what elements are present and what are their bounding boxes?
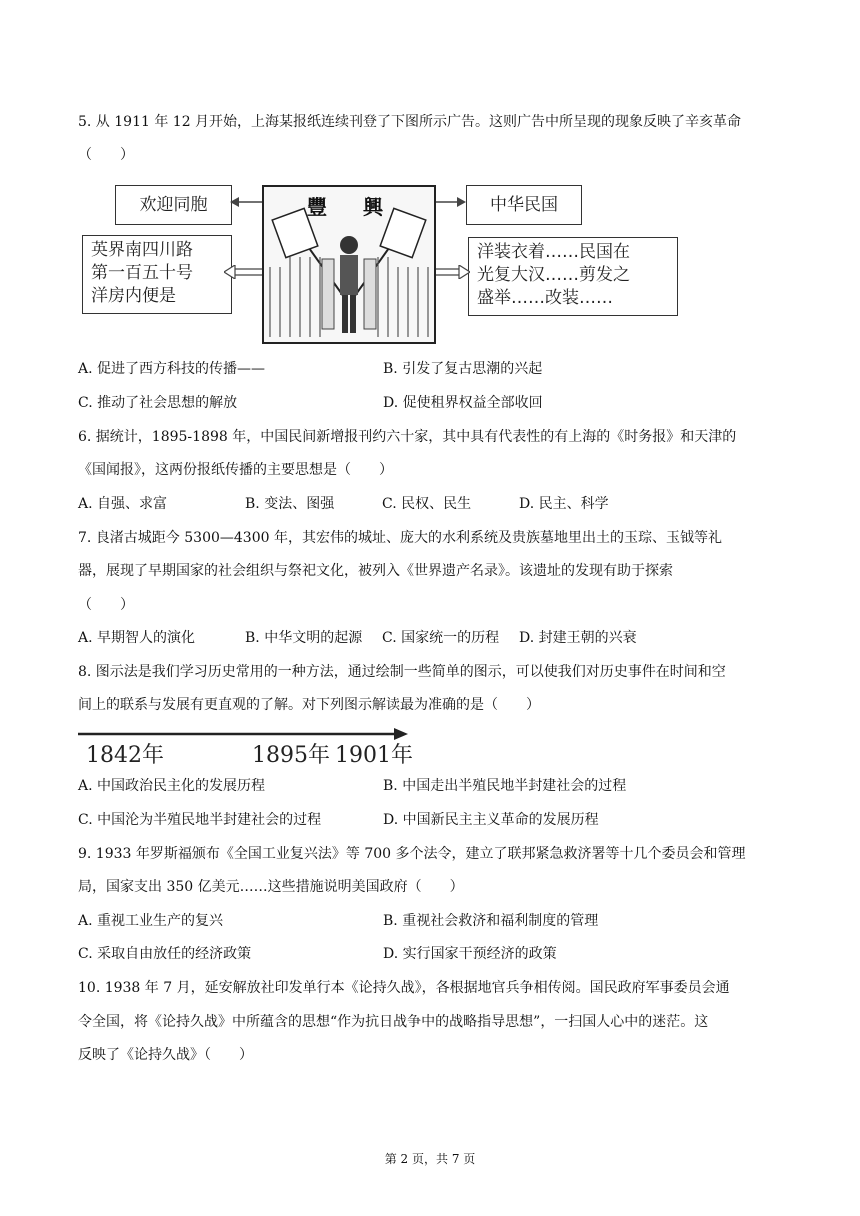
q7-stem-line2: 器，展现了早期国家的社会组织与祭祀文化，被列入《世界遗产名录》。该遗址的发现有助于探索 <box>78 563 673 579</box>
q8-option-d[interactable]: D. 中国新民主主义革命的发展历程 <box>383 812 599 828</box>
poster-title: 豐 興 <box>307 195 391 219</box>
q5-stem-line2: （ ） <box>78 147 134 163</box>
page-footer: 第 2 页，共 7 页 <box>384 1152 476 1166</box>
figure-box-address <box>82 235 232 314</box>
arrow-right-top-icon <box>432 196 466 208</box>
q7-stem-line1: 7. 良渚古城距今 5300—4300 年，其宏伟的城址、庞大的水利系统及贵族墓地里出土的玉琮、玉钺等礼 <box>78 530 722 546</box>
q9-stem-line2: 局，国家支出 350 亿美元……这些措施说明美国政府（ ） <box>78 879 464 895</box>
figure-box-address-line: 第一百五十号 <box>91 263 193 283</box>
timeline-label: 1842年 <box>86 743 164 768</box>
q9-stem-line1: 9. 1933 年罗斯福颁布《全国工业复兴法》等 700 多个法令，建立了联邦紧急救济署等十几个委员会和管理 <box>78 846 746 862</box>
q5-option-d[interactable]: D. 促使租界权益全部收回 <box>383 395 543 411</box>
q8-option-a[interactable]: A. 中国政治民主化的发展历程 <box>78 778 266 794</box>
q5-option-a[interactable]: A. 促进了西方科技的传播—— <box>78 361 266 377</box>
q6-option-d[interactable]: D. 民主、科学 <box>519 496 609 512</box>
q7-option-b[interactable]: B. 中华文明的起源 <box>245 630 363 646</box>
q6-stem-line1: 6. 据统计，1895-1898 年，中国民间新增报刊约六十家，其中具有代表性的有上海的《时务报》和天津的 <box>78 429 737 445</box>
q9-option-b[interactable]: B. 重视社会救济和福利制度的管理 <box>383 913 599 929</box>
q6-option-c[interactable]: C. 民权、民生 <box>382 496 472 512</box>
figure-box-clothing-line: 洋装衣着……民国在 <box>477 242 630 262</box>
q5-option-c[interactable]: C. 推动了社会思想的解放 <box>78 395 238 411</box>
figure-box-republic-text: 中华民国 <box>490 195 558 215</box>
q6-stem-line2: 《国闻报》，这两份报纸传播的主要思想是（ ） <box>78 462 393 478</box>
q6-option-b[interactable]: B. 变法、图强 <box>245 496 335 512</box>
q8-stem-line1: 8. 图示法是我们学习历史常用的一种方法，通过绘制一些简单的图示，可以使我们对历史事件在时间和空 <box>78 664 726 680</box>
figure-box-address-line: 洋房内便是 <box>91 286 176 306</box>
q7-stem-line3: （ ） <box>78 597 134 613</box>
q7-option-c[interactable]: C. 国家统一的历程 <box>382 630 500 646</box>
q5-option-b[interactable]: B. 引发了复古思潮的兴起 <box>383 361 543 377</box>
arrow-left-top-icon <box>230 196 264 208</box>
figure-box-republic <box>466 185 582 225</box>
timeline-label: 1895年 <box>252 743 330 768</box>
figure-box-clothing <box>468 237 678 316</box>
figure-box-welcome <box>115 185 232 225</box>
q9-option-d[interactable]: D. 实行国家干预经济的政策 <box>383 946 557 962</box>
q10-stem-line1: 10. 1938 年 7 月，延安解放社印发单行本《论持久战》，各根据地官兵争相传阅。国民政府军事委员会通 <box>78 980 730 996</box>
arrow-right-mid-icon <box>430 265 470 279</box>
poster-illustration-icon <box>264 187 434 342</box>
q9-option-a[interactable]: A. 重视工业生产的复兴 <box>78 913 224 929</box>
arrow-left-mid-icon <box>224 265 264 279</box>
q9-option-c[interactable]: C. 采取自由放任的经济政策 <box>78 946 252 962</box>
q8-option-b[interactable]: B. 中国走出半殖民地半封建社会的过程 <box>383 778 627 794</box>
advertisement-poster-image <box>262 185 436 344</box>
q7-option-d[interactable]: D. 封建王朝的兴衰 <box>519 630 637 646</box>
q8-stem-line2: 间上的联系与发展有更直观的了解。对下列图示解读最为准确的是（ ） <box>78 697 540 713</box>
q5-stem-line1: 5. 从 1911 年 12 月开始，上海某报纸连续刊登了下图所示广告。这则广告中所呈现的现象反映了辛亥革命 <box>78 114 742 130</box>
figure-box-welcome-text: 欢迎同胞 <box>139 195 208 215</box>
q8-option-c[interactable]: C. 中国沦为半殖民地半封建社会的过程 <box>78 812 322 828</box>
q7-option-a[interactable]: A. 早期智人的演化 <box>78 630 196 646</box>
figure-box-address-line: 英界南四川路 <box>91 240 193 260</box>
q6-option-a[interactable]: A. 自强、求富 <box>78 496 168 512</box>
figure-box-clothing-line: 光复大汉……剪发之 <box>477 265 630 285</box>
figure-box-clothing-line: 盛举……改装…… <box>477 288 613 308</box>
q10-stem-line3: 反映了《论持久战》（ ） <box>78 1047 253 1063</box>
timeline-label: 1901年 <box>335 743 413 768</box>
q10-stem-line2: 令全国，将《论持久战》中所蕴含的思想“作为抗日战争中的战略指导思想”，一扫国人心中的迷茫。这 <box>78 1014 709 1030</box>
